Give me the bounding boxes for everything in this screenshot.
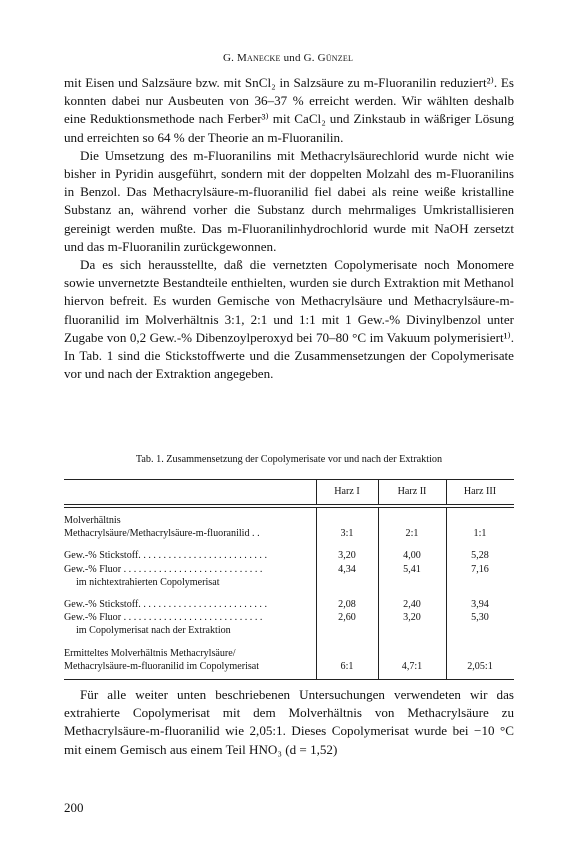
table-body (64, 508, 514, 679)
table-cell (378, 647, 446, 660)
table-cell: 4,7:1 (401, 660, 423, 672)
table-cell (446, 589, 514, 598)
table-row-label (64, 540, 316, 549)
table-cell (382, 576, 448, 589)
table-row-label (64, 589, 316, 598)
table-cell: 2:1 (405, 528, 419, 540)
table-cell (448, 624, 514, 637)
table-cell: 3:1 (340, 528, 354, 540)
table-row-label: Methacrylsäure-m-fluoranilid im Copolymerisat (64, 660, 260, 672)
table-cell (382, 624, 448, 637)
table-cell: 4,34 (338, 563, 356, 575)
table-row-label: Gew.-% Stickstoff. . . . . . . . . . . . . . . . . . . . . . . . . . (64, 550, 267, 562)
table-cell (446, 647, 514, 660)
column-header-harz-2: Harz II (397, 486, 427, 498)
table-cell (378, 638, 446, 647)
table-cell (448, 576, 514, 589)
table-cell (446, 540, 514, 549)
table-cell: 5,30 (471, 612, 489, 624)
composition-table (64, 479, 514, 680)
table-cell: 1:1 (473, 528, 487, 540)
header-conjunction: und (280, 52, 304, 64)
table-cell: 5,41 (403, 563, 421, 575)
table-cell (321, 576, 381, 589)
paragraph-4: Für alle weiter unten beschriebenen Untersuchungen verwendeten wir das extrahierte Copolymerisat mit dem Molverhältnis von Methacrylsäure zu Methacrylsäure-m-fluoranilid wie 2,05:1. Dieses Copolymerisat wurde bei −10 °C mit einem Gemisch aus einem Teil HNO₃ (d = 1,52) (64, 687, 514, 757)
page-number: 200 (64, 800, 84, 815)
table-row-label: Methacrylsäure/Methacrylsäure-m-fluoranilid . . (64, 528, 260, 540)
paragraph-1: mit Eisen und Salzsäure bzw. mit SnCl₂ in Salzsäure zu m-Fluoranilin reduziert²⁾. Es konnten dabei nur Ausbeuten von 36–37 % erreicht werden. Wir wählten deshalb eine Reduktionsmethode nach Ferber³⁾ mit CaCl₂ und Zinkstaub in wäßriger Lösung und erreichten so 64 % der Theorie an m-Fluoranilin. (64, 75, 514, 145)
table-cell: 3,20 (403, 612, 421, 624)
table-row-label: Ermitteltes Molverhältnis Methacrylsäure/ (64, 647, 236, 659)
table-cell: 2,40 (403, 599, 421, 611)
table-cell: 3,94 (471, 599, 489, 611)
table-row-label: im Copolymerisat nach der Extraktion (76, 625, 231, 637)
table-bottom-rule (64, 679, 514, 680)
running-header (0, 52, 576, 64)
table-cell (378, 514, 446, 527)
table-cell (446, 638, 514, 647)
table-cell: 5,28 (471, 550, 489, 562)
table-row-label (64, 638, 316, 647)
table-cell (316, 589, 378, 598)
table-cell (378, 589, 446, 598)
table-cell: 4,00 (403, 550, 421, 562)
paragraph-3: Da es sich herausstellte, daß die vernetzten Copolymerisate noch Monomere sowie unvernetzte Bestandteile enthielten, wurden sie durch Extraktion mit Methanol hiervon befreit. Es wurden Gemische von Methacrylsäure und Methacrylsäure-m-fluoranilid im Molverhältnis 3:1, 2:1 und 1:1 mit 1 Gew.-% Divinylbenzol unter Zugabe von 0,2 Gew.-% Dibenzoylperoxyd bei 70–80 °C im Vakuum polymerisiert¹⁾. In Tab. 1 sind die Stickstoffwerte und die Zusammensetzungen der Copolymerisate vor und nach der Extraktion angegeben. (64, 257, 514, 382)
table-cell (316, 647, 378, 660)
table-cell (316, 514, 378, 527)
header-author-1: G. Manecke (222, 52, 281, 64)
table-caption: Tab. 1. Zusammensetzung der Copolymerisate vor und nach der Extraktion (135, 454, 443, 465)
table-cell (378, 540, 446, 549)
body-text-top (64, 74, 514, 383)
table-header-grid (64, 480, 514, 504)
table-cell: 2,05:1 (467, 660, 493, 672)
header-author-2: G. Günzel (303, 52, 354, 64)
table-cell: 6:1 (340, 660, 354, 672)
column-header-harz-1: Harz I (334, 486, 360, 498)
table-row-label: Gew.-% Stickstoff. . . . . . . . . . . . . . . . . . . . . . . . . . (64, 599, 267, 611)
paragraph-2: Die Umsetzung des m-Fluoranilins mit Methacrylsäurechlorid wurde nicht wie bisher in Pyridin ausgeführt, sondern mit der doppelten Molzahl des m-Fluoranilins in Benzol. Das Methacrylsäure-m-fluoranilid fiel dabei als reine weiße kristalline Substanz an, während vorher die Substanz durch mehrmaliges Umkristallisieren gereinigt werden mußte. Das m-Fluoranilinhydrochlorid wurde mit NaOH zersetzt und das m-Fluoranilin zurückgewonnen. (64, 147, 514, 254)
table-row-label: Molverhältnis (64, 515, 121, 526)
table-row-label: Gew.-% Fluor . . . . . . . . . . . . . . . . . . . . . . . . . . . . (64, 563, 263, 575)
table-cell: 2,60 (338, 612, 356, 624)
table-cell (316, 540, 378, 549)
table-cell: 7,16 (471, 563, 489, 575)
table-cell: 2,08 (338, 599, 356, 611)
body-text-bottom (64, 686, 514, 759)
table-cell (316, 638, 378, 647)
table-row-label: im nichtextrahierten Copolymerisat (76, 576, 220, 588)
table-row-label: Gew.-% Fluor . . . . . . . . . . . . . . . . . . . . . . . . . . . . (64, 612, 263, 624)
table-cell (321, 624, 381, 637)
table-cell (446, 514, 514, 527)
column-header-harz-3: Harz III (463, 486, 497, 498)
table-cell: 3,20 (338, 550, 356, 562)
